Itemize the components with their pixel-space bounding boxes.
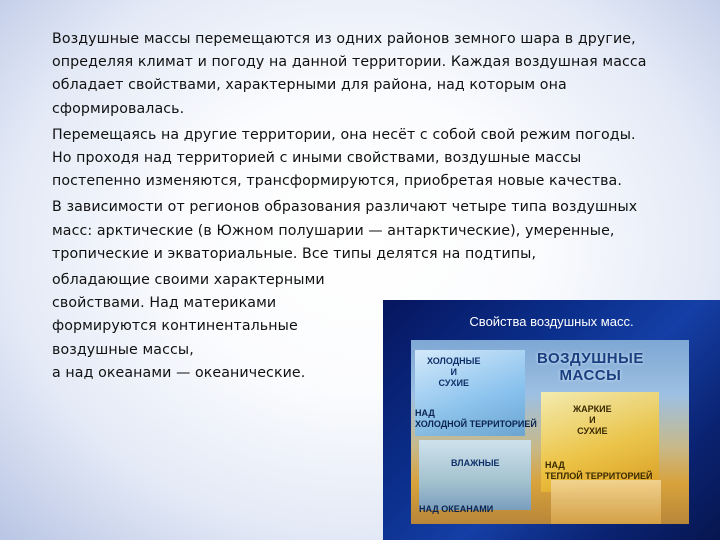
ocean-air-mass-cube <box>551 480 661 524</box>
paragraph-3: В зависимости от регионов образования различают четыре типа воздушных масс: арктические (в Южном полушарии — антарктические), умеренные, тропические и экваториальные. Все типы делятся на подтипы, <box>52 199 638 262</box>
illustration-scene <box>411 340 689 524</box>
illustration-heading: ВОЗДУШНЫЕ МАССЫ <box>537 350 644 384</box>
label-over-warm-land: НАД ТЕПЛОЙ ТЕРРИТОРИЕЙ <box>545 460 653 481</box>
paragraph-1: Воздушные массы перемещаются из одних районов земного шара в другие, определяя климат и погоду на данной территории. Каждая воздушная масса обладает свойствами, характерными для района, над которым она сформировалась. <box>52 31 647 117</box>
label-over-ocean: НАД ОКЕАНАМИ <box>419 504 494 514</box>
label-wet: ВЛАЖНЫЕ <box>451 458 500 468</box>
paragraph-3-continued <box>52 269 370 385</box>
illustration-title: Свойства воздушных масс. <box>469 314 634 329</box>
air-masses-illustration <box>383 300 720 540</box>
paragraph-2: Перемещаясь на другие территории, она несёт с собой свой режим погоды. Но проходя над территорией с иными свойствами, воздушные массы постепенно изменяются, трансформируются, приобретая новые качества. <box>52 126 636 190</box>
label-cold-dry: ХОЛОДНЫЕ И СУХИЕ <box>427 356 481 388</box>
label-hot-dry: ЖАРКИЕ И СУХИЕ <box>573 404 612 436</box>
paragraph-3-tail: обладающие своими характерными свойствами. Над материками формируются континентальные воздушные массы, <box>52 272 325 358</box>
label-over-cold-land: НАД ХОЛОДНОЙ ТЕРРИТОРИЕЙ <box>415 408 537 429</box>
wet-air-mass-cube <box>419 440 531 510</box>
paragraph-3-last-line: а над океанами — океанические. <box>52 364 306 381</box>
